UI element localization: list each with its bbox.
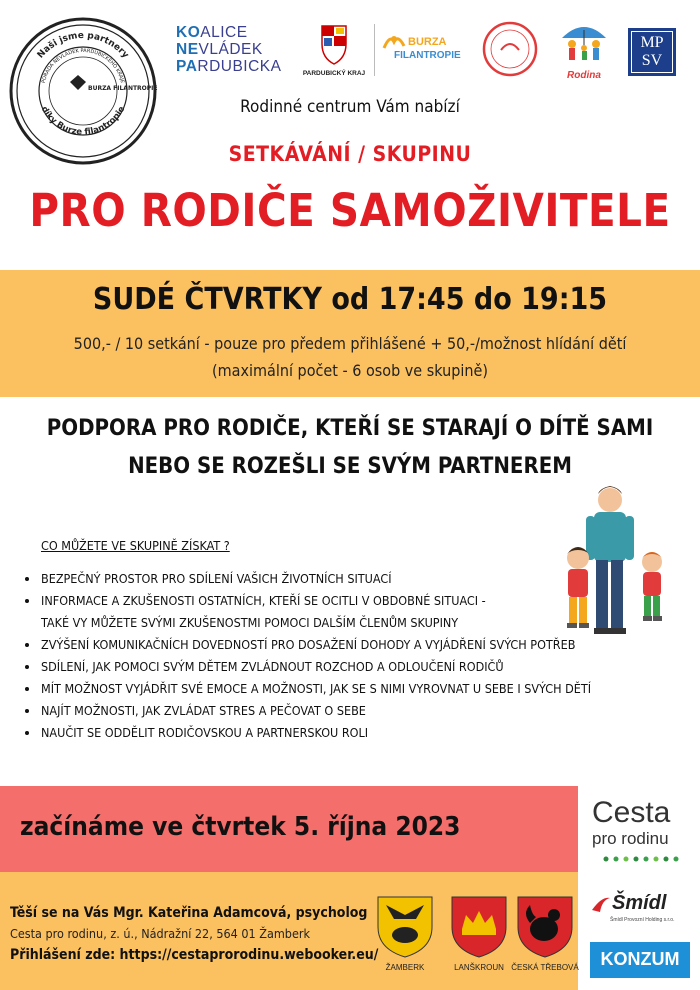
benefits-title: CO MŮŽETE VE SKUPINĚ ZÍSKAT ? (41, 538, 230, 553)
mpsv-line-2: SV (641, 52, 663, 69)
town-coat-ceska-trebova (510, 893, 580, 983)
list-item-text: INFORMACE A ZKUŠENOSTI OSTATNÍCH, KTEŘÍ SE OCITLI V OBDOBNÉ SITUACI - (41, 593, 486, 608)
family-umbrella-icon (556, 18, 612, 66)
logo-divider (374, 24, 375, 76)
mpsv-logo (628, 28, 676, 76)
town-coat-lanskroun (444, 893, 514, 983)
kraj-coat-icon (298, 22, 370, 66)
list-item: • ZVÝŠENÍ KOMUNIKAČNÍCH DOVEDNOSTÍ PRO DOSAŽENÍ DOHODY A VYJÁDŘENÍ SVÝCH POTŘEB (40, 634, 640, 656)
cesta-dots-icon (592, 854, 688, 864)
list-item: • SDÍLENÍ, JAK POMOCI SVÝM DĚTEM ZVLÁDNOUT ROZCHOD A ODLOUČENÍ RODIČŮ (40, 656, 640, 678)
schedule-band (0, 270, 700, 397)
support-line-2: NEBO SE ROZEŠLI SE SVÝM PARTNEREM (128, 454, 572, 479)
list-item: • BEZPEČNÝ PROSTOR PRO SDÍLENÍ VAŠICH ŽIVOTNÍCH SITUACÍ (40, 568, 640, 590)
address-text: Cesta pro rodinu, z. ú., Nádražní 22, 564 01 Žamberk (10, 926, 310, 941)
konzum-logo (590, 942, 690, 978)
schedule-price (0, 330, 700, 384)
cesta-line-2: pro rodinu (592, 829, 669, 848)
ceska-trebova-coat-icon (510, 893, 580, 959)
list-item: • NAUČIT SE ODDĚLIT RODIČOVSKOU A PARTNERSKOU ROLI (40, 722, 640, 744)
subtitle: SETKÁVÁNÍ / SKUPINU (228, 142, 472, 166)
price-line-2: (maximální počet - 6 osob ve skupině) (212, 361, 488, 380)
town-label-ceska-trebova: ČESKÁ TŘEBOVÁ (511, 963, 579, 972)
koalice-line-1: KOALICE (176, 24, 248, 41)
page-title: PRO RODIČE SAMOŽIVITELE (29, 184, 671, 237)
list-item-continuation: TAKÉ VY MŮŽETE SVÝMI ZKUŠENOSTMI POMOCI DALŠÍM ČLENŮM SKUPINY (41, 615, 459, 630)
cesta-line-1: Cesta (592, 796, 671, 829)
lanskroun-coat-icon (444, 893, 514, 959)
konzum-name: KONZUM (600, 949, 680, 969)
koalice-line-2: NEVLÁDEK (176, 41, 263, 58)
stamp-center-logo: BURZA FILANTROPIE (88, 85, 158, 92)
mpsv-line-1: MP (640, 34, 664, 51)
circle-badge-logo (481, 20, 539, 78)
stamp-bottom-text: díky Burze filantropie (38, 104, 128, 138)
smidl-logo (588, 886, 690, 930)
list-item: • NAJÍT MOŽNOSTI, JAK ZVLÁDAT STRES A PEČOVAT O SEBE (40, 700, 640, 722)
support-heading (0, 410, 700, 486)
koalice-logo (176, 24, 282, 75)
list-item (40, 590, 640, 634)
smidl-sub: Šmídl Provozní Holding s.r.o. (610, 917, 675, 923)
signup-link[interactable]: Přihlášení zde: https://cestaprorodinu.webooker.eu/ (10, 947, 379, 963)
stamp-ring-text: PORADA NEVLÁDEK PARDUBICKÉHO KRAJE (40, 47, 126, 84)
smidl-swoosh-icon (590, 894, 612, 916)
pardubicky-kraj-logo (298, 22, 370, 80)
rodina-logo (556, 18, 612, 80)
burza-logo (380, 26, 470, 76)
burza-line-2: FILANTROPIE (394, 50, 461, 61)
intro-text: Rodinné centrum Vám nabízí (240, 97, 460, 117)
start-date-text: začínáme ve čtvrtek 5. října 2023 (20, 812, 461, 842)
smidl-name: Šmídl (612, 892, 667, 914)
support-line-1: PODPORA PRO RODIČE, KTEŘÍ SE STARAJÍ O DÍTĚ SAMI (46, 416, 654, 441)
burza-line-1: BURZA (408, 36, 447, 48)
kraj-label: PARDUBICKÝ KRAJ (302, 70, 366, 77)
town-coat-zamberk (370, 893, 440, 983)
price-line-1: 500,- / 10 setkání - pouze pro předem přihlášené + 50,-/možnost hlídání dětí (73, 334, 627, 353)
stamp-top-text: Naši jsme partnery (35, 30, 131, 61)
burza-icon (382, 32, 406, 52)
list-item: • MÍT MOŽNOST VYJÁDŘIT SVÉ EMOCE A MOŽNOSTI, JAK SE S NIMI VYROVNAT U SEBE I SVÝCH DĚTÍ (40, 678, 640, 700)
town-label-zamberk: ŽAMBERK (385, 963, 425, 972)
benefits-list (20, 568, 640, 744)
town-label-lanskroun: LANŠKROUN (454, 963, 504, 972)
rodina-label: Rodina (567, 70, 601, 81)
schedule-when: SUDÉ ČTVRTKY od 17:45 do 19:15 (92, 282, 608, 317)
koalice-line-3: PARDUBICKA (176, 58, 282, 75)
host-text: Těší se na Vás Mgr. Kateřina Adamcová, psycholog (10, 905, 368, 921)
start-band (0, 786, 578, 872)
cesta-pro-rodinu-logo (592, 797, 688, 867)
zamberk-coat-icon (370, 893, 440, 959)
